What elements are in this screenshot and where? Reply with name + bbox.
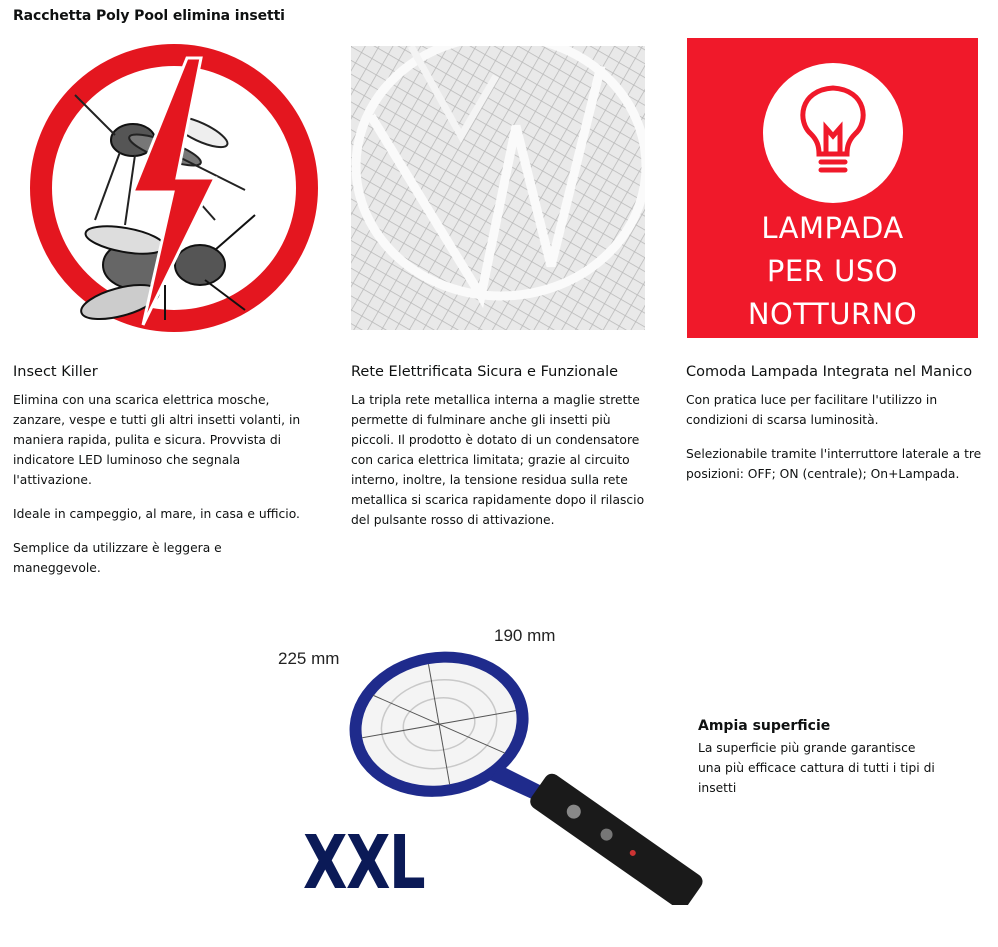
dimension-height-label: 225 mm [278, 649, 340, 668]
lamp-sign-line2: PER USO [766, 254, 899, 288]
column-paragraph: La tripla rete metallica interna a maglie strette permette di fulminare anche gli insetti più piccoli. Il prodotto è dotato di un condensatore con carica elettrica limitata; grazie al circuito interno, inoltre, la tensione residua sulla rete metallica si scarica rapidamente dopo il rilascio del pulsante rosso di attivazione. [351, 393, 645, 527]
column-lamp [686, 362, 991, 498]
dimension-width-label: 190 mm [494, 626, 556, 645]
feature-heading: Ampia superficie [698, 718, 831, 734]
column-paragraph: Con pratica luce per facilitare l'utilizzo in condizioni di scarsa luminosità. [686, 393, 938, 427]
column-paragraph: Semplice da utilizzare è leggera e maneggevole. [13, 541, 222, 575]
size-xxl-label: XXL [303, 820, 425, 906]
lamp-sign-line3: NOTTURNO [747, 297, 918, 331]
column-heading: Insect Killer [13, 364, 98, 380]
insect-ban-image [15, 40, 333, 337]
lamp-sign-line1: LAMPADA [761, 211, 904, 245]
lamp-sign-image [687, 38, 978, 338]
feature-block [698, 716, 938, 798]
feature-text: La superficie più grande garantisce una più efficace cattura di tutti i tipi di insetti [698, 741, 935, 795]
column-paragraph: Ideale in campeggio, al mare, in casa e ufficio. [13, 507, 300, 521]
column-paragraph: Selezionabile tramite l'interruttore laterale a tre posizioni: OFF; ON (centrale); On+Lampada. [686, 447, 982, 481]
column-paragraph: Elimina con una scarica elettrica mosche, zanzare, vespe e tutti gli altri insetti volanti, in maniera rapida, pulita e sicura. Provvista di indicatore LED luminoso che segnala l'attivazione. [13, 393, 301, 487]
mesh-image [351, 46, 645, 330]
column-heading: Comoda Lampada Integrata nel Manico [686, 364, 973, 380]
column-heading: Rete Elettrificata Sicura e Funzionale [351, 364, 619, 380]
column-insect-killer [13, 362, 313, 592]
page-title: Racchetta Poly Pool elimina insetti [13, 8, 285, 24]
column-mesh [351, 362, 656, 544]
